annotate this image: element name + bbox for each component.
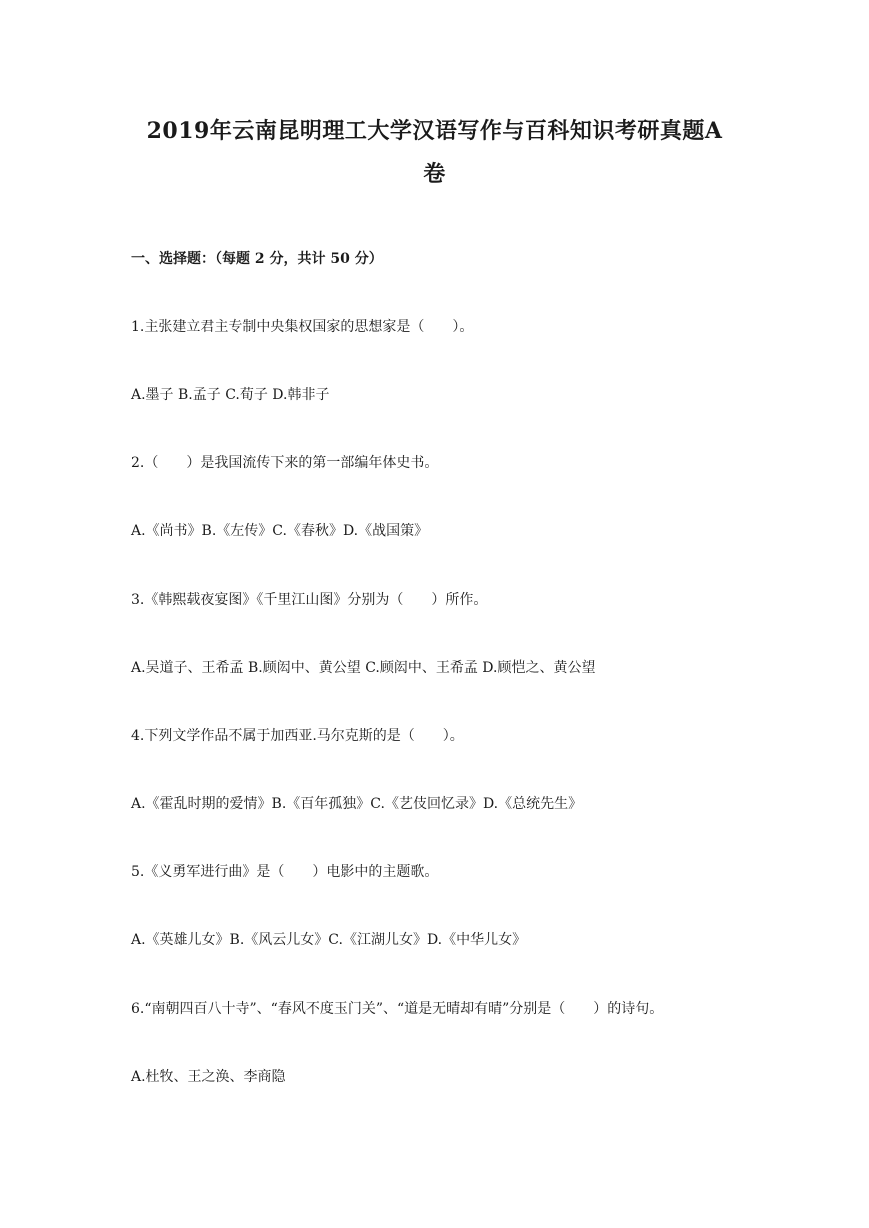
- question-3-stem: 3.《韩熙载夜宴图》《千里江山图》分别为（ ）所作。: [131, 592, 488, 608]
- document-title: 2019年云南昆明理工大学汉语写作与百科知识考研真题A: [146, 118, 723, 144]
- question-2-stem: 2.（ ）是我国流传下来的第一部编年体史书。: [131, 455, 439, 471]
- question-6-options: A.杜牧、王之涣、李商隐: [131, 1069, 286, 1085]
- document-title-continued: 卷: [423, 161, 446, 187]
- question-5-options: A.《英雄儿女》B.《风云儿女》C.《江湖儿女》D.《中华儿女》: [131, 932, 527, 948]
- question-6-stem: 6.“南朝四百八十寺”、“春风不度玉门关”、“道是无晴却有晴”分别是（ ）的诗句。: [131, 1001, 664, 1017]
- question-5-stem: 5.《义勇军进行曲》是（ ）电影中的主题歌。: [131, 864, 439, 880]
- question-1-options: A.墨子 B.孟子 C.荀子 D.韩非子: [131, 387, 330, 403]
- question-1-stem: 1.主张建立君主专制中央集权国家的思想家是（ ）。: [131, 319, 474, 335]
- question-4-options: A.《霍乱时期的爱情》B.《百年孤独》C.《艺伎回忆录》D.《总统先生》: [131, 796, 583, 812]
- section-heading: 一、选择题：（每题 2 分，共计 50 分）: [131, 251, 383, 267]
- question-2-options: A.《尚书》B.《左传》C.《春秋》D.《战国策》: [131, 523, 429, 539]
- question-4-stem: 4.下列文学作品不属于加西亚.马尔克斯的是（ ）。: [131, 728, 464, 744]
- question-3-options: A.吴道子、王希孟 B.顾闳中、黄公望 C.顾闳中、王希孟 D.顾恺之、黄公望: [131, 660, 596, 676]
